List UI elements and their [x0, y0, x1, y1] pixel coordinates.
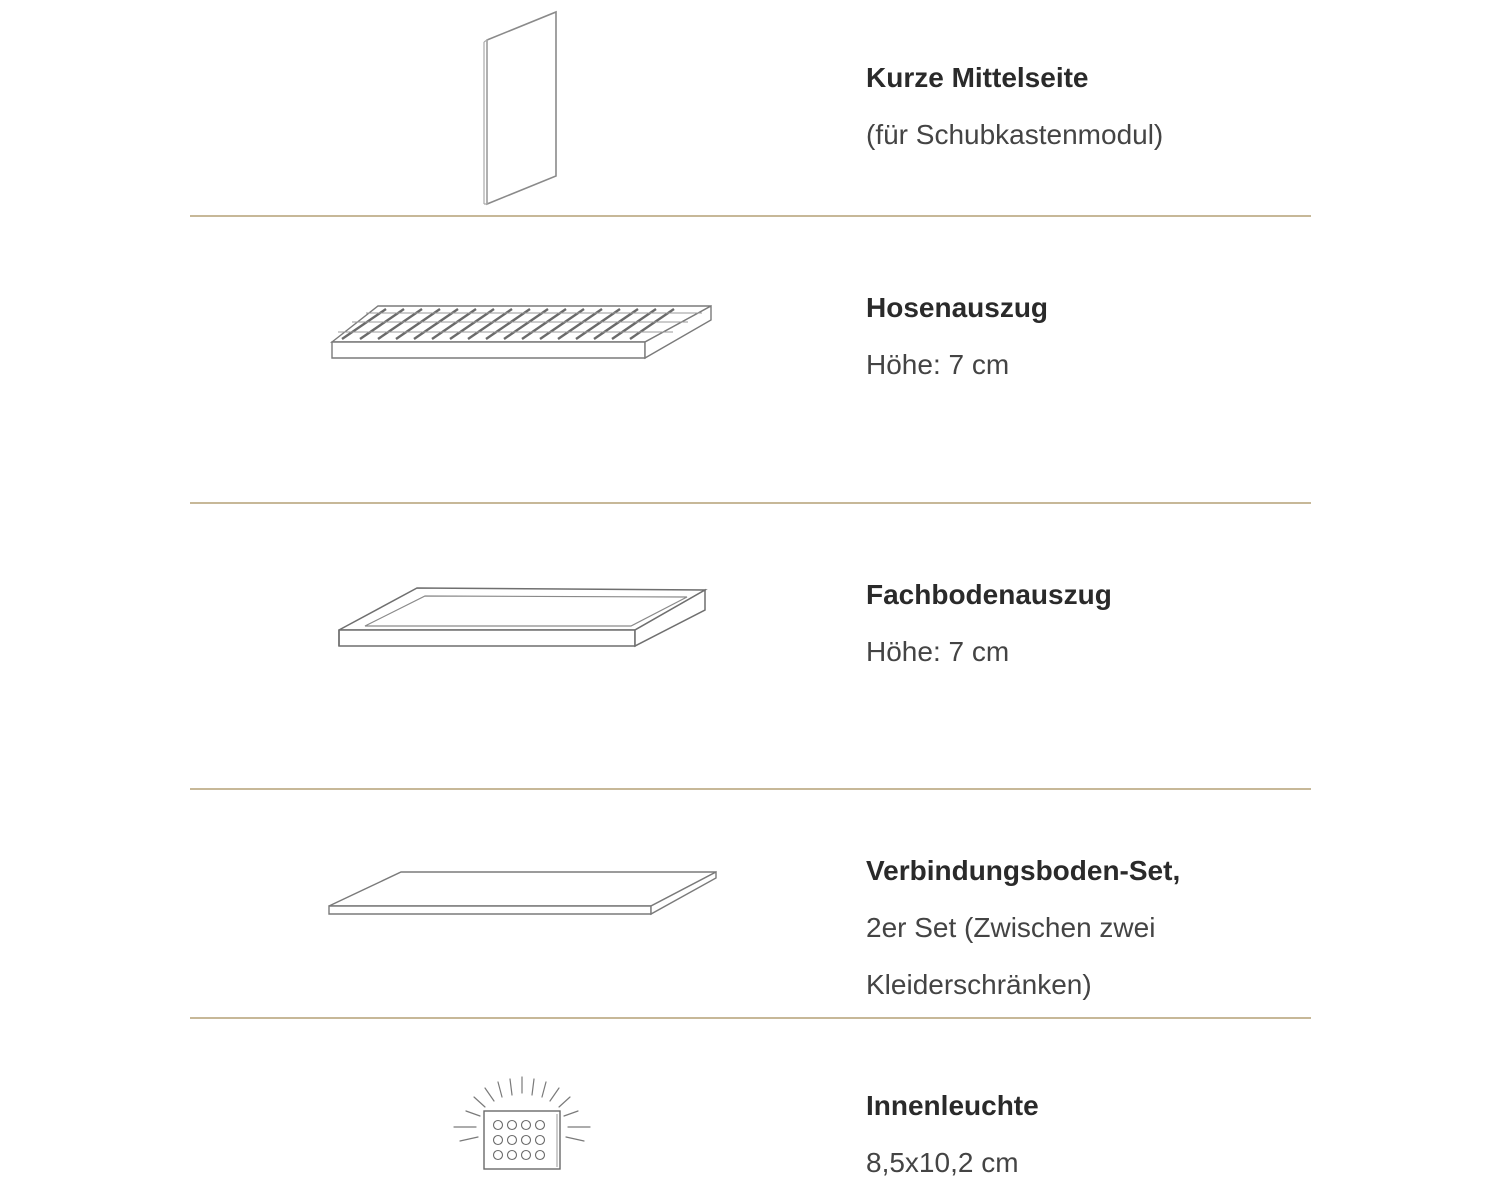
product-title: Hosenauszug [866, 292, 1049, 323]
product-row [190, 790, 1310, 1018]
product-row [190, 1019, 1310, 1200]
slatted-pull-out-icon [328, 302, 718, 366]
product-row [190, 217, 1310, 502]
tray-pull-out-icon [335, 584, 710, 656]
led-light-icon [452, 1075, 592, 1175]
product-description: (für Schubkastenmodul) [866, 119, 1164, 150]
product-row [190, 504, 1310, 789]
product-title: Kurze Mittelseite [866, 62, 1089, 93]
product-title: Verbindungsboden-Set, [866, 855, 1181, 886]
product-title: Innenleuchte [866, 1090, 1039, 1121]
product-title: Fachbodenauszug [866, 579, 1112, 610]
product-description-line: Kleiderschränken) [866, 969, 1092, 1000]
flat-shelf-icon [324, 868, 720, 926]
product-description-line: 2er Set (Zwischen zwei [866, 912, 1156, 943]
product-description: Höhe: 7 cm [866, 636, 1010, 667]
vertical-panel-icon [480, 8, 560, 208]
product-row [190, 0, 1310, 216]
product-description: 8,5x10,2 cm [866, 1147, 1019, 1178]
product-description: Höhe: 7 cm [866, 349, 1010, 380]
